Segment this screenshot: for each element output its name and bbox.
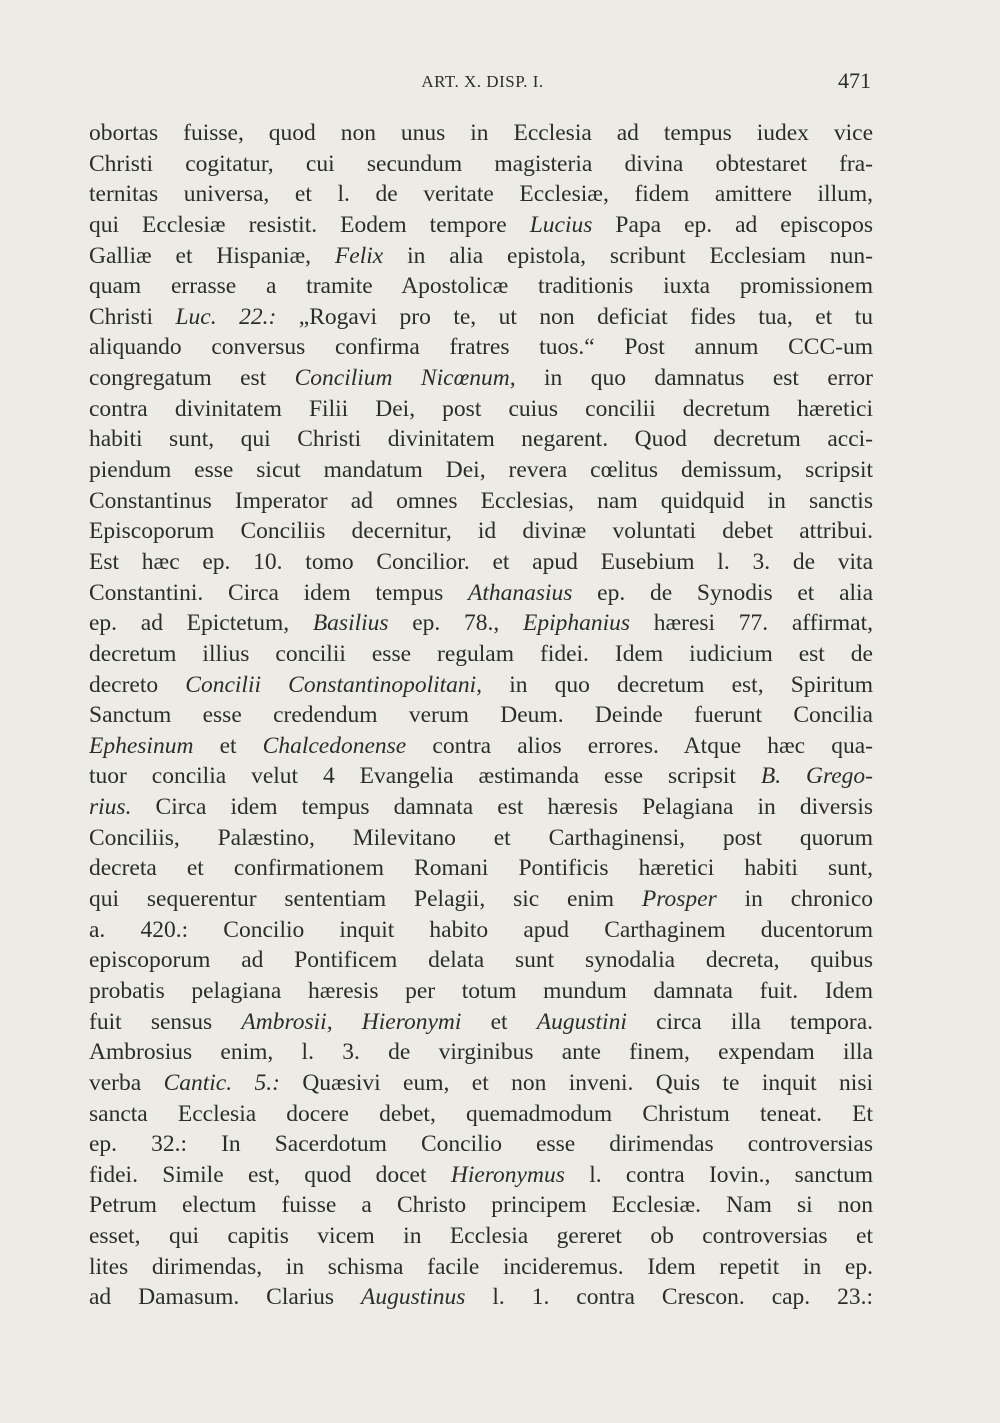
italic-citation: Basilius [312, 610, 389, 637]
italic-citation: Augustinus [361, 1284, 466, 1311]
text-run: in quo decretum est, Spiritum [482, 671, 873, 698]
text-line [89, 424, 873, 455]
italic-citation: Augustini [536, 1008, 627, 1035]
italic-citation: Prosper [641, 886, 717, 913]
text-run: fidei. Simile est, quod docet [89, 1161, 451, 1188]
italic-citation: Cantic. 5.: [163, 1069, 280, 1096]
text-run: ep. de Synodis et alia [572, 579, 873, 606]
text-run: Galliæ et Hispaniæ, [89, 242, 335, 269]
text-run: tuor concilia velut 4 Evangelia æstimanda esse scripsit [89, 763, 761, 790]
text-run: obortas fuisse, quod non unus in Ecclesia ad tempus iudex vice [89, 120, 873, 146]
text-run: et [461, 1008, 537, 1035]
text-line [89, 149, 873, 180]
text-run: ternitas universa, et l. de veritate Ecclesiæ, fidem amittere illum, [89, 181, 873, 208]
text-run: in alia epistola, scribunt Ecclesiam nun- [383, 242, 873, 269]
running-head [90, 68, 875, 98]
text-run: Quæsivi eum, et non inveni. Quis te inquit nisi [279, 1069, 873, 1096]
text-run: Sanctum esse credendum verum Deum. Deinde fuerunt Concilia [89, 702, 873, 729]
body-text [89, 118, 873, 1313]
text-line [89, 271, 873, 302]
text-line [89, 1037, 873, 1068]
text-line [89, 1221, 873, 1252]
text-line [89, 608, 873, 639]
italic-citation: B. Grego- [760, 763, 873, 790]
italic-citation: Athanasius [467, 579, 573, 606]
text-run: congregatum est [89, 365, 295, 392]
italic-citation: Ambrosii, Hieronymi [241, 1008, 462, 1035]
text-run: hæresi 77. affirmat, [630, 610, 873, 637]
text-run: Petrum electum fuisse a Christo principem Ecclesiæ. Nam si non [89, 1192, 873, 1219]
text-run: decreto [89, 671, 186, 698]
text-run: Circa idem tempus damnata est hæresis Pelagiana in diversis [131, 794, 873, 821]
text-run: Ambrosius enim, l. 3. de virginibus ante finem, expendam illa [89, 1039, 873, 1066]
text-run: habiti sunt, qui Christi divinitatem negarent. Quod decretum acci- [89, 426, 873, 453]
italic-citation: Concilii Constantinopolitani, [185, 671, 483, 698]
page-number: 471 [838, 68, 871, 93]
text-line [89, 1007, 873, 1038]
text-run: l. 1. contra Crescon. cap. 23.: [465, 1284, 873, 1311]
text-run: Constantini. Circa idem tempus [89, 579, 468, 606]
text-run: circa illa tempora. [626, 1008, 873, 1035]
text-line [89, 1068, 873, 1099]
text-run: in quo damnatus est error [515, 365, 873, 392]
text-run: quam errasse a tramite Apostolicæ traditionis iuxta promissionem [89, 273, 873, 300]
text-run: Conciliis, Palæstino, Milevitano et Carthaginensi, post quorum [89, 824, 873, 851]
text-run: aliquando conversus confirma fratres tuos.“ Post annum CCC-um [89, 334, 873, 361]
text-run: Christi [89, 303, 176, 330]
italic-citation: Felix [334, 242, 384, 269]
text-line [89, 302, 873, 333]
text-line [89, 731, 873, 762]
running-title: ART. X. DISP. I. [421, 72, 544, 91]
text-run: episcoporum ad Pontificem delata sunt synodalia decreta, quibus [89, 947, 873, 974]
italic-citation: Hieronymus [450, 1161, 565, 1188]
text-line [89, 363, 873, 394]
text-run: „Rogavi pro te, ut non deficiat fides tua, et tu [276, 303, 873, 330]
text-run: fuit sensus [89, 1008, 242, 1035]
text-line [89, 1160, 873, 1191]
italic-citation: rius. [89, 794, 132, 821]
text-line [89, 823, 873, 854]
text-line [89, 210, 873, 241]
text-line [89, 884, 873, 915]
text-line [89, 394, 873, 425]
text-run: contra alios errores. Atque hæc qua- [406, 732, 873, 759]
text-line [89, 241, 873, 272]
text-line [89, 1282, 873, 1313]
text-line [89, 1252, 873, 1283]
text-line [89, 945, 873, 976]
text-line [89, 1099, 873, 1130]
text-line [89, 1190, 873, 1221]
text-run: Christi cogitatur, cui secundum magisteria divina obtestaret fra- [89, 150, 873, 177]
text-line [89, 915, 873, 946]
italic-citation: Concilium Nicœnum, [294, 365, 516, 392]
text-line [89, 976, 873, 1007]
text-line [89, 547, 873, 578]
text-line [89, 578, 873, 609]
text-run: ep. ad Epictetum, [89, 610, 313, 637]
text-run: l. contra Iovin., sanctum [564, 1161, 873, 1188]
text-run: et [193, 732, 263, 759]
text-run: decreta et confirmationem Romani Pontificis hæretici habiti sunt, [89, 855, 873, 882]
text-run: ad Damasum. Clarius [89, 1284, 361, 1311]
text-run: Constantinus Imperator ad omnes Ecclesias, nam quidquid in sanctis [89, 487, 873, 514]
text-run: ep. 78., [388, 610, 523, 637]
text-line [89, 639, 873, 670]
italic-citation: Luc. 22.: [175, 303, 277, 330]
italic-citation: Ephesinum [89, 732, 194, 759]
text-line [89, 486, 873, 517]
text-run: Papa ep. ad episcopos [592, 211, 873, 238]
text-run: piendum esse sicut mandatum Dei, revera cœlitus demissum, scripsit [89, 457, 873, 484]
text-line [89, 118, 873, 149]
text-line [89, 1129, 873, 1160]
text-run: esset, qui capitis vicem in Ecclesia gereret ob controversias et [89, 1223, 873, 1250]
italic-citation: Lucius [529, 211, 593, 238]
text-run: lites dirimendas, in schisma facile incideremus. Idem repetit in ep. [89, 1253, 873, 1280]
text-run: sancta Ecclesia docere debet, quemadmodum Christum teneat. Et [89, 1100, 873, 1127]
text-line [89, 179, 873, 210]
text-line [89, 670, 873, 701]
text-line [89, 455, 873, 486]
text-run: ep. 32.: In Sacerdotum Concilio esse dirimendas controversias [89, 1131, 873, 1158]
text-line [89, 853, 873, 884]
text-run: Est hæc ep. 10. tomo Concilior. et apud Eusebium l. 3. de vita [89, 548, 873, 575]
italic-citation: Chalcedonense [262, 732, 407, 759]
text-line [89, 332, 873, 363]
text-run: qui Ecclesiæ resistit. Eodem tempore [89, 211, 530, 238]
text-run: a. 420.: Concilio inquit habito apud Carthaginem ducentorum [89, 916, 873, 943]
text-run: decretum illius concilii esse regulam fidei. Idem iudicium est de [89, 640, 873, 667]
text-run: contra divinitatem Filii Dei, post cuius concilii decretum hæretici [89, 395, 873, 422]
italic-citation: Epiphanius [522, 610, 631, 637]
text-line [89, 761, 873, 792]
text-line [89, 700, 873, 731]
text-run: qui sequerentur sententiam Pelagii, sic enim [89, 886, 642, 913]
text-run: verba [89, 1069, 164, 1096]
text-run: Episcoporum Conciliis decernitur, id divinæ voluntati debet attribui. [89, 518, 873, 545]
text-run: in chronico [716, 886, 873, 913]
text-line [89, 516, 873, 547]
text-line [89, 792, 873, 823]
text-run: probatis pelagiana hæresis per totum mundum damnata fuit. Idem [89, 977, 873, 1004]
